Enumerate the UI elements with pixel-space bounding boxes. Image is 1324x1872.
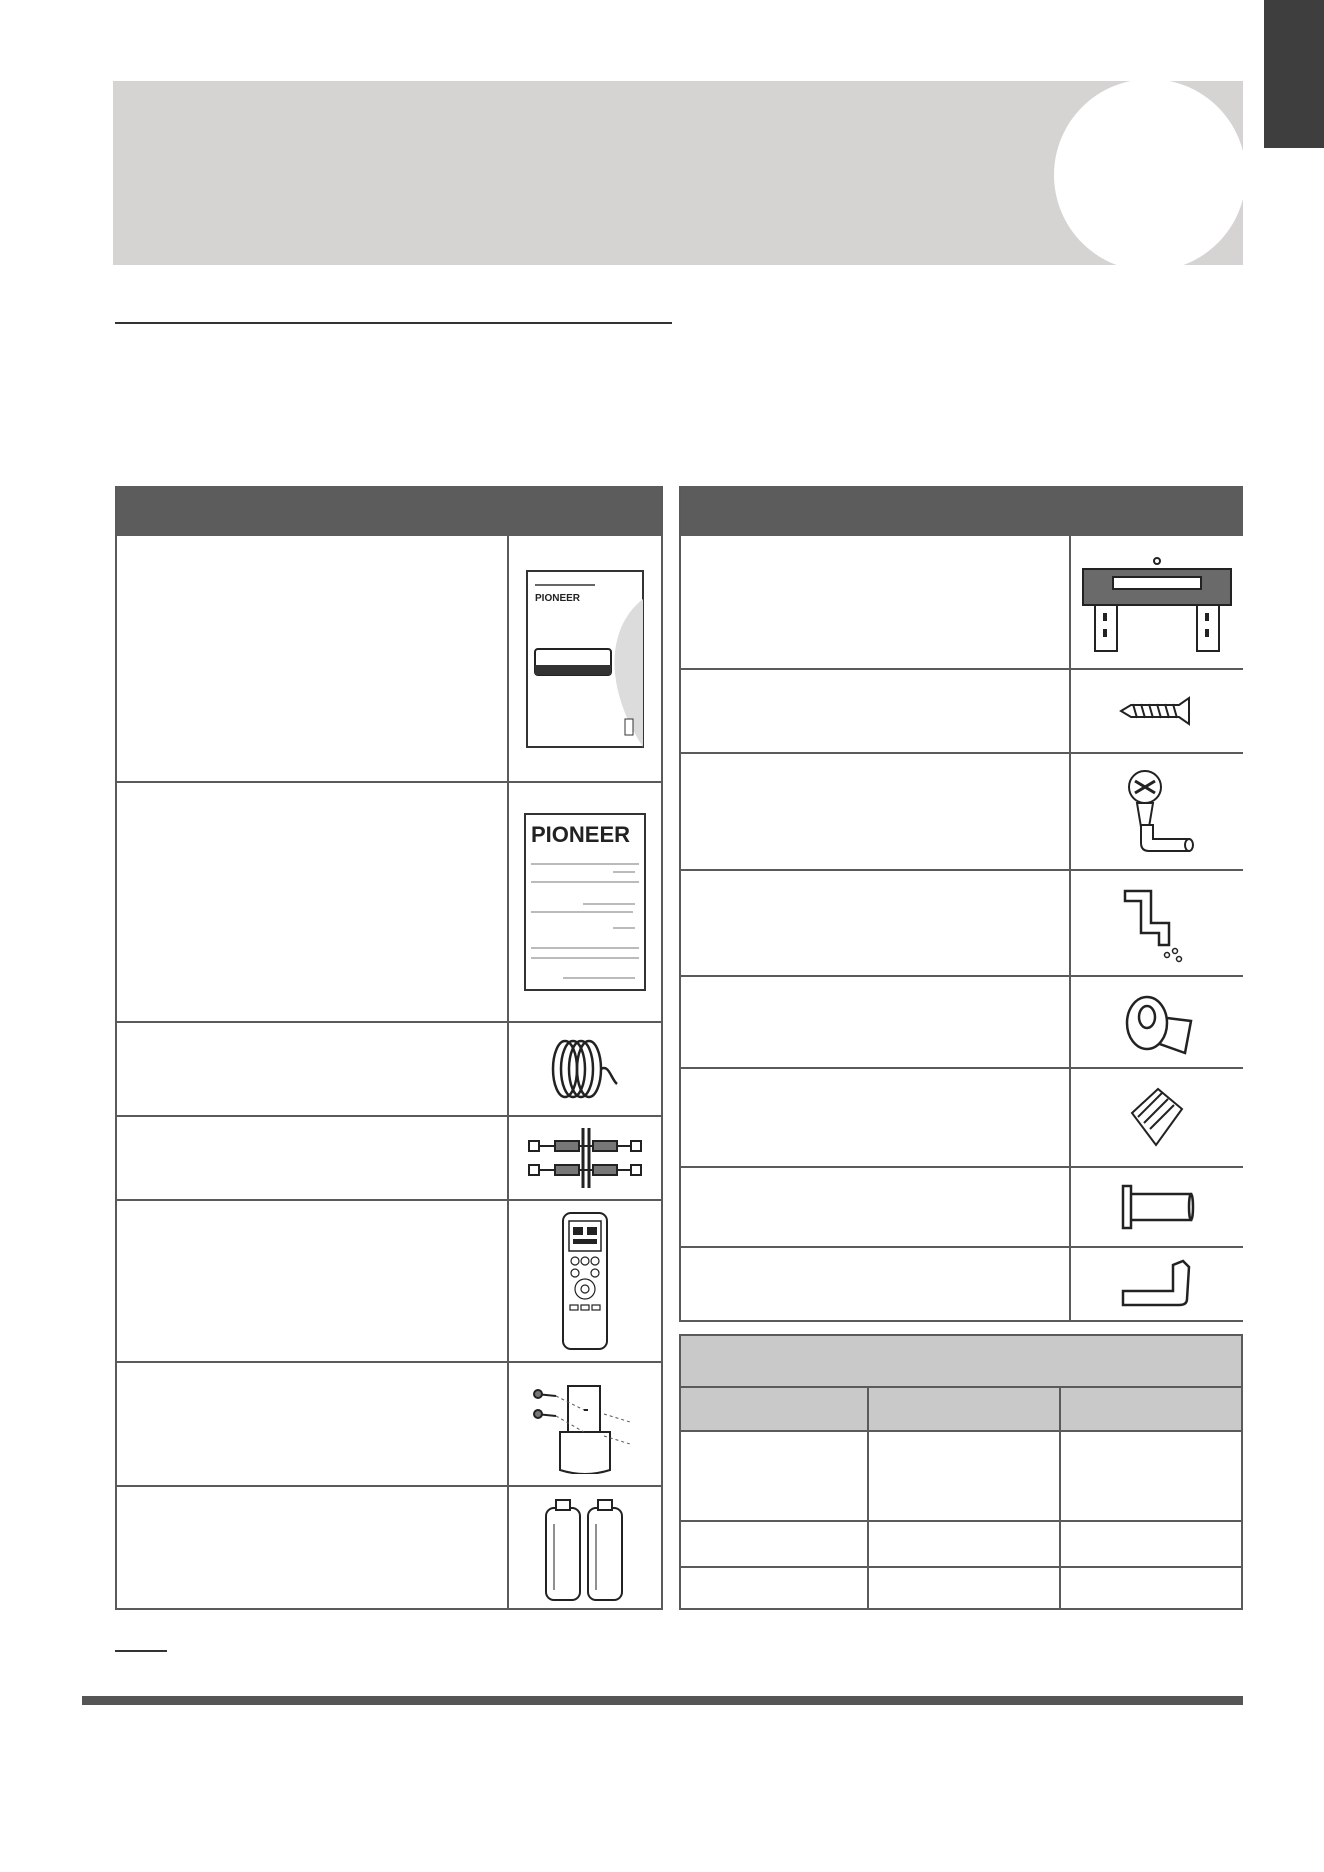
tape-roll-icon (1117, 987, 1197, 1057)
batteries-icon (540, 1494, 630, 1604)
right-panel-header (681, 486, 1243, 536)
accessory-row-batteries (117, 1487, 661, 1610)
accessory-row-remote-control (117, 1201, 661, 1363)
svg-text:PIONEER: PIONEER (531, 822, 631, 847)
sleeve-icon (1117, 1182, 1197, 1232)
accessory-row-installation-manual (117, 783, 661, 1023)
accessory-row-drain-hose (117, 1023, 661, 1117)
accessory-row-remote-holder (117, 1363, 661, 1487)
section-underline (115, 322, 672, 324)
screw-icon (1117, 696, 1197, 726)
banner-circle (1054, 81, 1243, 265)
table-row (681, 1432, 1241, 1522)
sizes-table-header (681, 1388, 1241, 1432)
accessory-row-tape (681, 977, 1243, 1069)
drain-hose-coil-icon (545, 1034, 625, 1104)
elbow-pipe-icon (1117, 1259, 1197, 1309)
accessories-right-panel (679, 486, 1243, 1322)
accessory-row-drain-joint (681, 754, 1243, 871)
accessory-row-mounting-plate (681, 536, 1243, 670)
accessory-row-screw (681, 670, 1243, 754)
remote-control-icon (560, 1211, 610, 1351)
sizes-table-title (681, 1336, 1241, 1388)
note-underline (115, 1650, 167, 1652)
mounting-plate-icon (1077, 547, 1237, 657)
installation-manual-icon (523, 812, 647, 992)
drain-joint-icon (1117, 767, 1197, 857)
table-row (681, 1522, 1241, 1568)
connecting-cable-icon (525, 1126, 645, 1190)
accessory-row-drain-pipe (681, 871, 1243, 977)
table-row (681, 1568, 1241, 1608)
accessory-row-sleeve (681, 1168, 1243, 1248)
accessory-row-elbow (681, 1248, 1243, 1320)
footer-rule (82, 1696, 1243, 1705)
title-banner (113, 81, 1243, 265)
drain-pipe-icon (1117, 883, 1197, 963)
putty-icon (1122, 1083, 1192, 1153)
accessory-row-connecting-cable (117, 1117, 661, 1201)
accessories-left-panel (115, 486, 663, 1610)
pipe-sizes-table (679, 1334, 1243, 1610)
accessory-row-owners-manual (117, 536, 661, 783)
accessory-row-putty (681, 1069, 1243, 1168)
chapter-tab (1264, 0, 1324, 148)
owners-manual-icon (525, 569, 645, 749)
remote-holder-icon (530, 1374, 640, 1474)
left-panel-header (117, 486, 661, 536)
svg-text:PIONEER: PIONEER (535, 592, 581, 604)
